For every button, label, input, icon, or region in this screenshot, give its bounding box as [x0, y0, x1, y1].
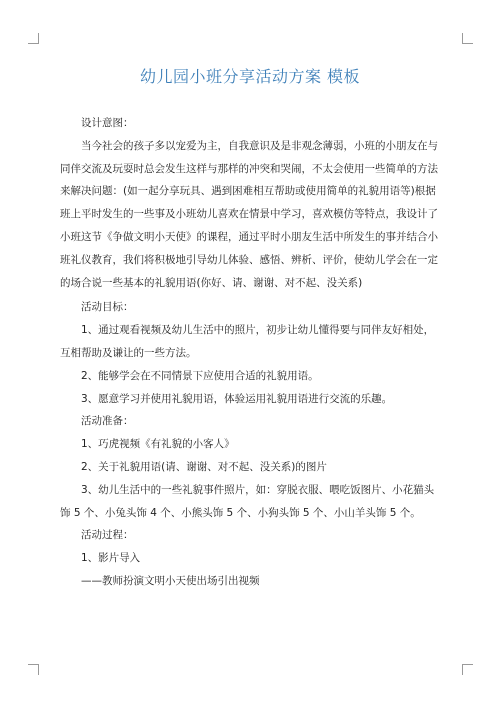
section-heading-process: 活动过程：	[81, 529, 134, 542]
objective-item-2: 2、能够学会在不同情景下应使用合适的礼貌用语。	[81, 369, 319, 382]
crop-mark-bottom-right	[462, 664, 473, 675]
section-heading-objectives: 活动目标：	[81, 301, 134, 314]
preparation-item-2: 2、关于礼貌用语(请、谢谢、对不起、没关系)的图片	[81, 460, 327, 473]
process-note: ——教师扮演文明小天使出场引出视频	[81, 574, 260, 587]
objective-item-1: 1、通过观看视频及幼儿生活中的照片，初步让幼儿懂得要与同伴友好相处，互相帮助及谦让的一些方法。	[60, 324, 435, 359]
document-title: 幼儿园小班分享活动方案 模板	[139, 67, 361, 86]
objective-item-3: 3、愿意学习并使用礼貌用语，体验运用礼貌用语进行交流的乐趣。	[81, 392, 393, 405]
crop-mark-top-left	[28, 33, 39, 44]
paragraph-design-intent: 当今社会的孩子多以宠爱为主，自我意识及是非观念薄弱，小班的小朋友在与同伴交流及玩耍时总会发生这样与那样的冲突和哭闹，不太会使用一些简单的方法来解决问题：(如一起分享玩具、遇到困难相互帮助或使用简单的礼貌用语等)根据班上平时发生的一些事及小班幼儿喜欢在情景中学习，喜欢模仿等特点，我设计了小班这节《争做文明小天使》的课程，通过平时小朋友生活中所发生的事并结合小班礼仪教育，我们将积极地引导幼儿体验、感悟、辨析、评价，使幼儿学会在一定的场合说一些基本的礼貌用语(你好、请、谢谢、对不起、没关系)	[60, 139, 438, 289]
preparation-item-3: 3、幼儿生活中的一些礼貌事件照片，如：穿脱衣服、喂吃饭图片、小花猫头饰 5 个、小兔头饰 4 个、小熊头饰 5 个、小狗头饰 5 个、小山羊头饰 5 个。	[60, 483, 435, 519]
process-item-1: 1、影片导入	[81, 552, 141, 565]
crop-mark-bottom-left	[28, 664, 39, 675]
section-heading-design-intent: 设计意图：	[81, 117, 134, 129]
document-body	[60, 112, 444, 593]
crop-mark-top-right	[462, 33, 473, 44]
section-heading-preparation: 活动准备：	[81, 415, 134, 428]
preparation-item-1: 1、巧虎视频《有礼貌的小客人》	[81, 438, 235, 451]
